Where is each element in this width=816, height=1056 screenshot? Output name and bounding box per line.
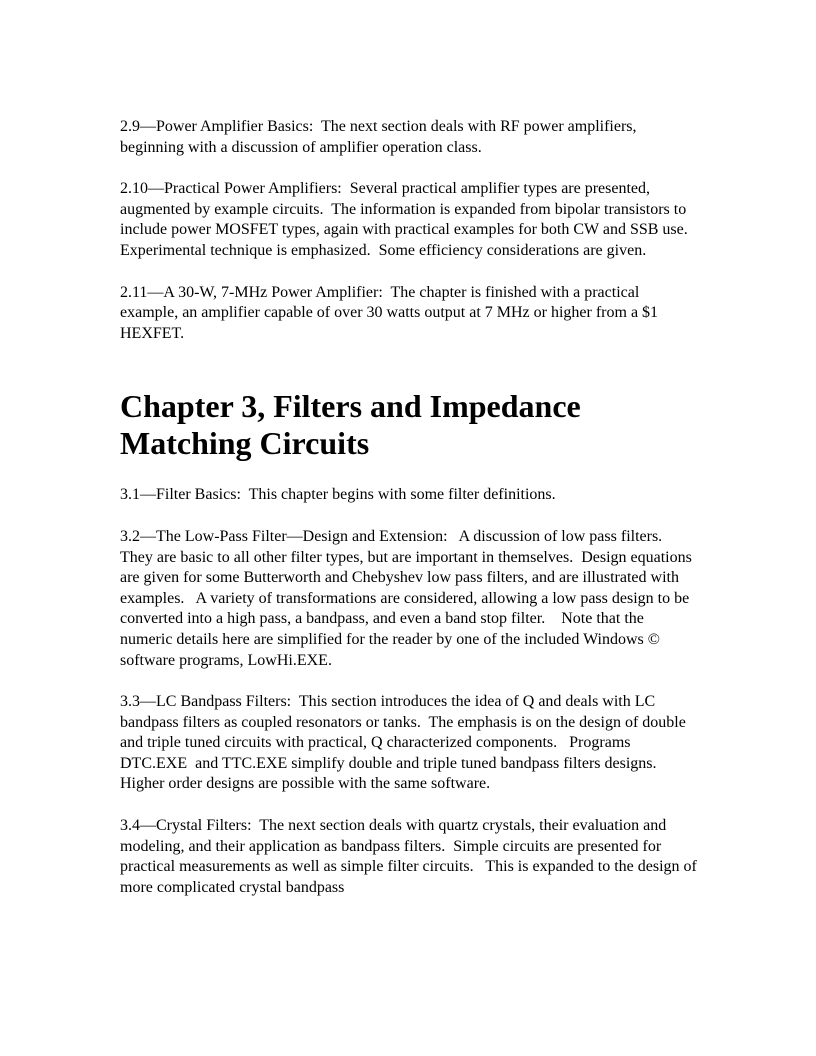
chapter-heading: Chapter 3, Filters and Impedance Matching Circuits (120, 388, 581, 462)
document-page (120, 117, 700, 898)
paragraph-3-1: 3.1—Filter Basics: This chapter begins with some filter definitions. (120, 486, 556, 504)
paragraph-3-4: 3.4—Crystal Filters: The next section deals with quartz crystals, their evaluation and modeling, and their application as bandpass filters. Simple circuits are presented for practical measurements as well as simple filter circuits. This is expanded to the design of more complicated crystal bandpass (120, 817, 701, 896)
paragraph-3-3: 3.3—LC Bandpass Filters: This section introduces the idea of Q and deals with LC bandpass filters as coupled resonators or tanks. The emphasis is on the design of double and triple tuned circuits with practical, Q characterized components. Programs DTC.EXE and TTC.EXE simplify double and triple tuned bandpass filters designs. Higher order designs are possible with the same software. (120, 693, 690, 793)
paragraph-2-9: 2.9—Power Amplifier Basics: The next section deals with RF power amplifiers, beginning with a discussion of amplifier operation class. (120, 118, 641, 156)
paragraph-3-2: 3.2—The Low-Pass Filter—Design and Extension: A discussion of low pass filters. They are basic to all other filter types, but are important in themselves. Design equations are given for some Butterworth and Chebyshev low pass filters, and are illustrated with examples. A variety of transformations are considered, allowing a low pass design to be converted into a high pass, a bandpass, and even a band stop filter. Note that the numeric details here are simplified for the reader by one of the included Windows © software programs, LowHi.EXE. (120, 527, 696, 669)
paragraph-2-10: 2.10—Practical Power Amplifiers: Several practical amplifier types are presented, augmented by example circuits. The information is expanded from bipolar transistors to include power MOSFET types, again with practical examples for both CW and SSB use. Experimental technique is emphasized. Some efficiency considerations are given. (120, 180, 696, 259)
paragraph-2-11: 2.11—A 30-W, 7-MHz Power Amplifier: The chapter is finished with a practical example, an amplifier capable of over 30 watts output at 7 MHz or higher from a $1 HEXFET. (120, 283, 663, 342)
